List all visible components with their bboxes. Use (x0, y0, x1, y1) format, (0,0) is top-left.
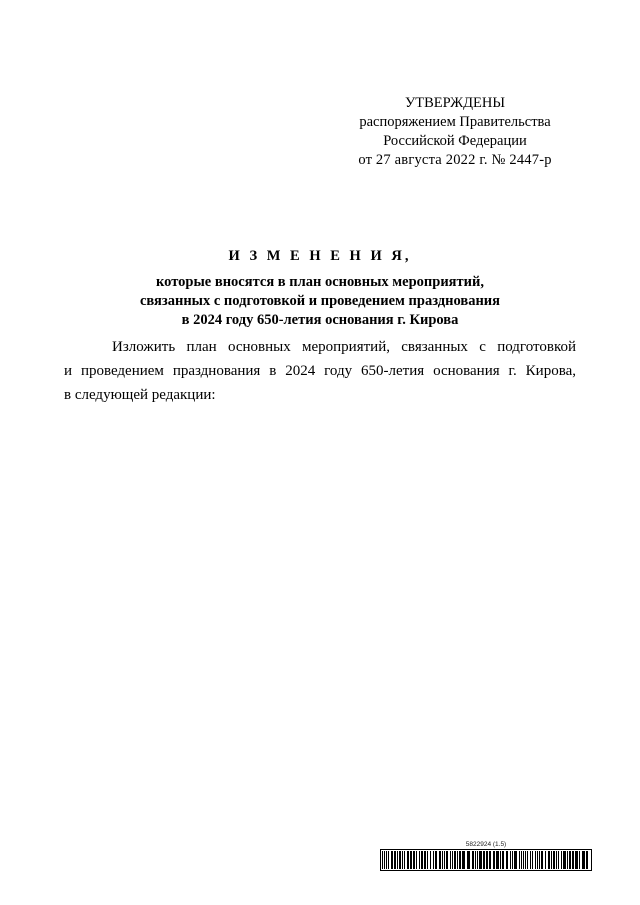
barcode-bar (382, 851, 383, 869)
barcode-bar (553, 851, 555, 869)
document-title: И З М Е Н Е Н И Я, (228, 248, 412, 264)
barcode-bar (506, 851, 508, 869)
barcode-bar (450, 851, 451, 869)
barcode-bar (579, 851, 580, 869)
document-subtitle-line-3: в 2024 году 650-летия основания г. Кирова (181, 312, 459, 328)
barcode-bar (479, 851, 482, 869)
barcode-bar (435, 851, 437, 869)
barcode-bar (416, 851, 417, 869)
barcode-icon (380, 849, 592, 871)
barcode-bar (397, 851, 398, 869)
barcode-bar (439, 851, 441, 869)
barcode-bar (475, 851, 476, 869)
barcode-bar (586, 851, 588, 869)
barcode-bar (472, 851, 474, 869)
approval-stamp (330, 94, 580, 170)
approval-line-3: от 27 августа 2022 г. № 2447-р (358, 152, 552, 168)
barcode-bar (386, 851, 387, 869)
barcode-bar (413, 851, 415, 869)
barcode-bar (496, 851, 499, 869)
document-subtitle-line-1: которые вносятся в план основных мероприятий, (156, 274, 484, 290)
barcode-bar (430, 851, 431, 869)
barcode-bar (462, 851, 465, 869)
barcode-bar (452, 851, 453, 869)
barcode-bar (399, 851, 401, 869)
barcode-bar (512, 851, 513, 869)
barcode-bar (489, 851, 491, 869)
barcode-bar (523, 851, 524, 869)
barcode-bar (502, 851, 504, 869)
barcode-bar (391, 851, 393, 869)
barcode-bar (454, 851, 456, 869)
barcode-bar (563, 851, 566, 869)
barcode-bar (537, 851, 538, 869)
barcode-bar (572, 851, 574, 869)
barcode-bar (384, 851, 385, 869)
barcode-bar (483, 851, 485, 869)
barcode-bar (427, 851, 428, 869)
barcode-bar (457, 851, 458, 869)
barcode-bar (514, 851, 517, 869)
barcode-bar (567, 851, 568, 869)
barcode-bar (525, 851, 526, 869)
barcode-bar (532, 851, 533, 869)
barcode-bar (521, 851, 522, 869)
barcode-bar (548, 851, 550, 869)
barcode-bar (539, 851, 540, 869)
barcode-bar (535, 851, 536, 869)
body-line-3: в следующей редакции: (64, 387, 216, 403)
barcode-bar (500, 851, 501, 869)
barcode-bar (407, 851, 409, 869)
barcode-bar (404, 851, 405, 869)
document-subtitle-line-2: связанных с подготовкой и проведением празднования (139, 293, 501, 309)
barcode-bar (575, 851, 578, 869)
approval-heading: УТВЕРЖДЕНЫ (404, 95, 506, 111)
barcode-bar (442, 851, 443, 869)
barcode-bar (493, 851, 495, 869)
barcode-label: 5822924 (1.5) (465, 841, 507, 848)
barcode-bar (419, 851, 420, 869)
document-title-block (60, 246, 580, 330)
barcode-bar (530, 851, 531, 869)
barcode-bar (421, 851, 423, 869)
barcode-bar (446, 851, 448, 869)
body-line-2: и проведением празднования в 2024 году 650-летия основания г. Кирова, (64, 363, 576, 379)
barcode-block (380, 841, 592, 871)
barcode-bar (561, 851, 562, 869)
barcode-bar (477, 851, 478, 869)
barcode-bar (527, 851, 528, 869)
barcode-bar (424, 851, 426, 869)
barcode-bar (388, 851, 389, 869)
barcode-bar (444, 851, 445, 869)
barcode-bar (551, 851, 552, 869)
approval-line-1: распоряжением Правительства (359, 114, 551, 130)
barcode-bar (582, 851, 585, 869)
barcode-bar (510, 851, 511, 869)
body-line-1: Изложить план основных мероприятий, связанных с подготовкой (112, 339, 576, 355)
barcode-bar (556, 851, 557, 869)
barcode-bar (433, 851, 434, 869)
barcode-bar (402, 851, 403, 869)
approval-line-2: Российской Федерации (383, 133, 527, 149)
barcode-bar (545, 851, 546, 869)
barcode-bar (459, 851, 461, 869)
barcode-bar (558, 851, 559, 869)
body-paragraph (64, 335, 576, 407)
barcode-bar (410, 851, 412, 869)
barcode-bar (541, 851, 543, 869)
barcode-bar (519, 851, 520, 869)
barcode-bar (569, 851, 571, 869)
barcode-bar (394, 851, 396, 869)
barcode-bar (486, 851, 488, 869)
barcode-bar (467, 851, 470, 869)
